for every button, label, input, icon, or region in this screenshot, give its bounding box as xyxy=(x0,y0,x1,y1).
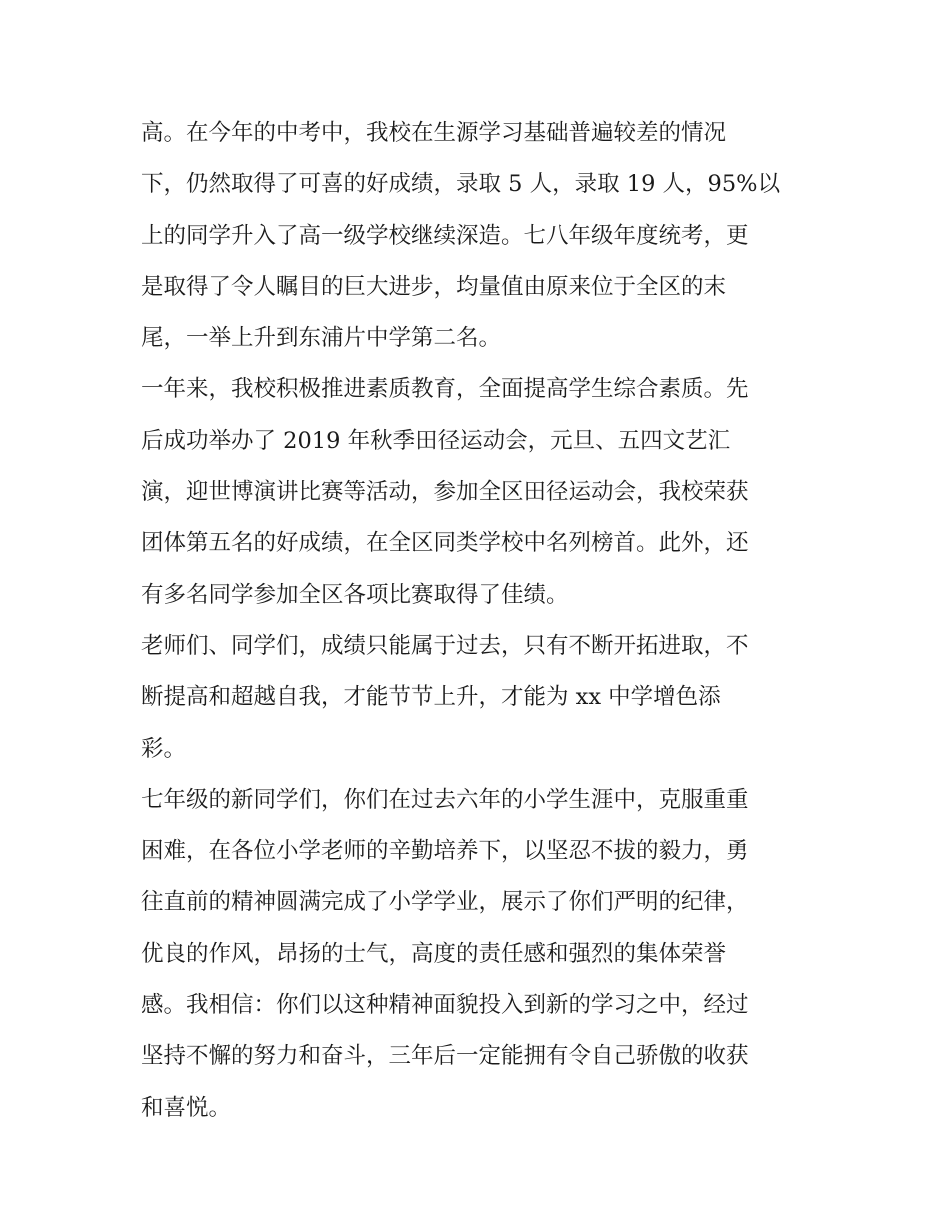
text-line: 断提高和超越自我，才能节节上升，才能为 xx 中学增色添 xyxy=(141,684,721,711)
text-line: 有多名同学参加全区各项比赛取得了佳绩。 xyxy=(141,581,569,608)
text-line: 上的同学升入了高一级学校继续深造。七八年级年度统考，更 xyxy=(141,222,749,249)
text-line: 感。我相信：你们以这种精神面貌投入到新的学习之中，经过 xyxy=(141,992,749,1019)
text-line: 一年来，我校积极推进素质教育，全面提高学生综合素质。先 xyxy=(141,376,749,403)
text-line: 尾，一举上升到东浦片中学第二名。 xyxy=(141,325,502,352)
text-line: 是取得了令人瞩目的巨大进步，均量值由原来位于全区的末 xyxy=(141,273,727,300)
text-line: 七年级的新同学们，你们在过去六年的小学生涯中，克服重重 xyxy=(141,786,749,813)
text-line: 演，迎世博演讲比赛等活动，参加全区田径运动会，我校荣获 xyxy=(141,479,749,506)
text-line: 往直前的精神圆满完成了小学学业，展示了你们严明的纪律， xyxy=(141,889,749,916)
body-text xyxy=(141,108,821,1134)
text-line: 和喜悦。 xyxy=(141,1094,232,1121)
text-line: 团体第五名的好成绩，在全区同类学校中名列榜首。此外，还 xyxy=(141,530,749,557)
text-line: 后成功举办了 2019 年秋季田径运动会，元旦、五四文艺汇 xyxy=(141,427,731,454)
text-line: 老师们、同学们，成绩只能属于过去，只有不断开拓进取，不 xyxy=(141,632,749,659)
text-line: 彩。 xyxy=(141,735,187,762)
text-line: 坚持不懈的努力和奋斗，三年后一定能拥有令自己骄傲的收获 xyxy=(141,1043,749,1070)
text-line: 优良的作风，昂扬的士气，高度的责任感和强烈的集体荣誉 xyxy=(141,940,727,967)
text-line: 高。在今年的中考中，我校在生源学习基础普遍较差的情况 xyxy=(141,120,727,146)
text-line: 困难，在各位小学老师的辛勤培养下，以坚忍不拔的毅力，勇 xyxy=(141,838,749,865)
text-line: 下，仍然取得了可喜的好成绩，录取 5 人，录取 19 人，95%以 xyxy=(141,171,781,198)
